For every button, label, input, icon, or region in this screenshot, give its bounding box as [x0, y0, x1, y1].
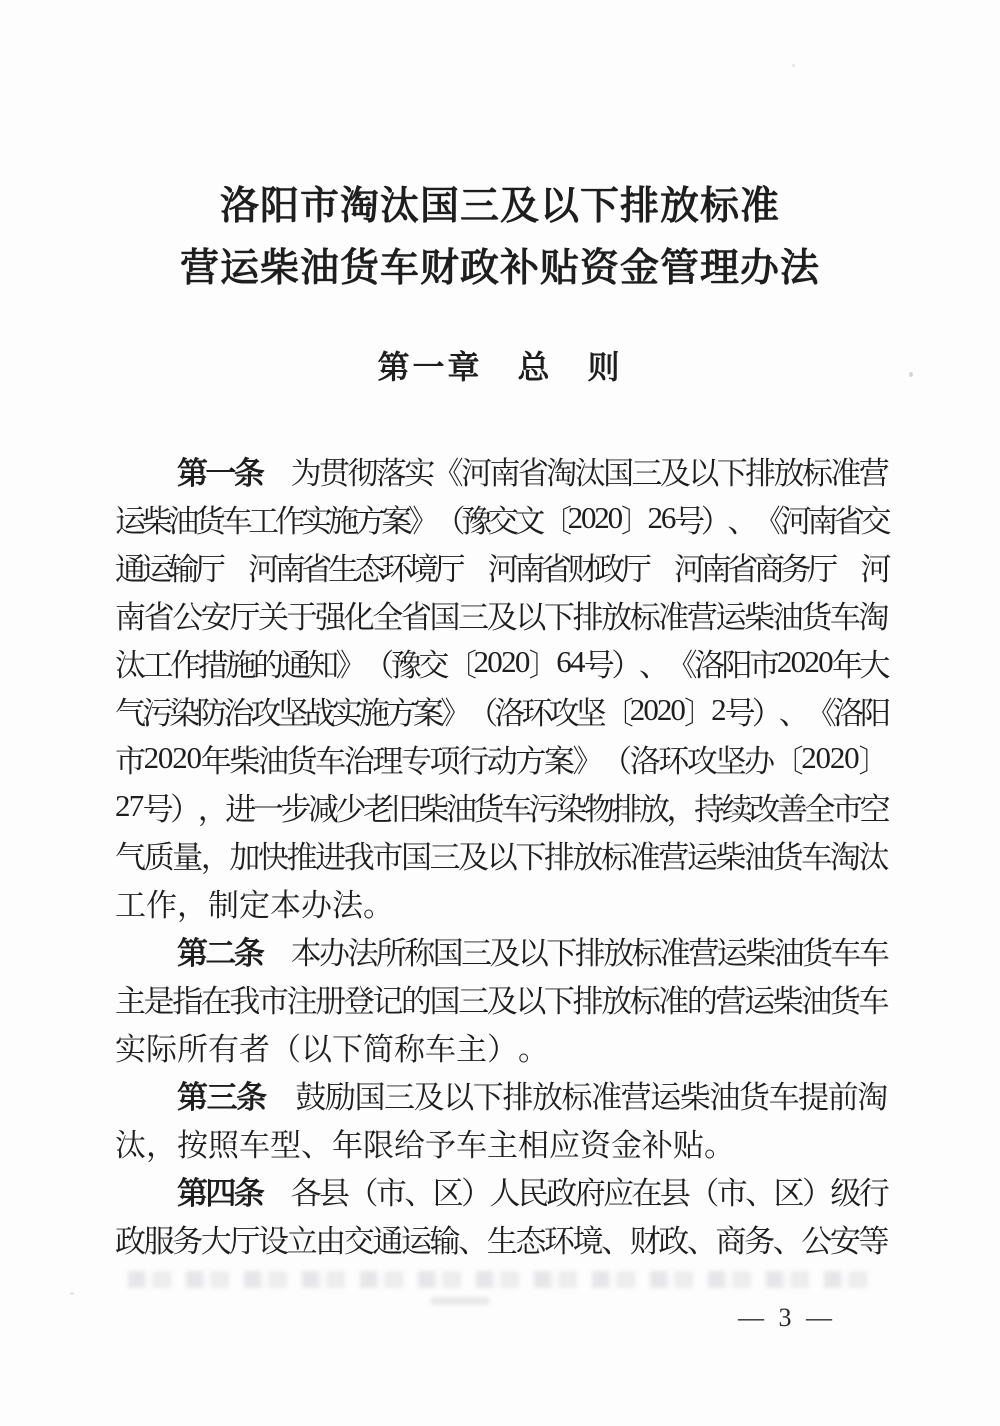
- document-title: [115, 176, 885, 300]
- chapter-heading: 第一章 总 则: [377, 349, 623, 385]
- body-line: 气 质 量 ， 加 快 推 进 我 市 国 三 及 以 下 排 放 标 准 营 运 柴 油 货 车 淘 汰: [115, 839, 890, 875]
- scan-speck: [70, 1292, 74, 1295]
- body-line: 2 7 号 ） ， 进 一 步 减 少 老 旧 柴 油 货 车 污 染 物 排 放 ， 持 续 改 善 全 市 空: [115, 788, 891, 827]
- body-line: 主 是 指 在 我 市 注 册 登 记 的 国 三 及 以 下 排 放 标 准 的 营 运 柴 油 货 车: [115, 983, 890, 1019]
- body-text: [115, 446, 892, 1262]
- body-line: 气 污 染 防 治 攻 坚 战 实 施 方 案 》 （ 洛 环 攻 坚 〔 2 0 2 0 〕 2 号 ） 、 《 洛 阳: [115, 692, 892, 731]
- body-line: 第 三 条 鼓 励 国 三 及 以 下 排 放 标 准 营 运 柴 油 货 车 提 前 淘: [177, 1079, 889, 1115]
- scan-speck: [792, 64, 795, 67]
- body-line: 汰 工 作 措 施 的 通 知 》 （ 豫 交 〔 2 0 2 0 〕 6 4 号 ） 、 《 洛 阳 市 2 0 2 0 年 大: [115, 644, 891, 683]
- page-showthrough: [128, 1271, 880, 1288]
- document-title-line-1: 洛阳市淘汰国三及以下排放标准: [219, 185, 780, 228]
- body-line: 实 际 所 有 者 （ 以 下 简 称 车 主 ） 。: [115, 1031, 549, 1067]
- body-line: 政 服 务 大 厅 设 立 由 交 通 运 输 、 生 态 环 境 、 财 政 、 商 务 、 公 安 等: [115, 1223, 890, 1259]
- page-showthrough-smudge: [430, 1297, 490, 1305]
- body-line: 第 二 条 本 办 法 所 称 国 三 及 以 下 排 放 标 准 营 运 柴 油 货 车 车: [177, 935, 890, 971]
- body-line: 汰 ， 按 照 车 型 、 年 限 给 予 车 主 相 应 资 金 补 贴 。: [115, 1127, 735, 1163]
- body-line: 南 省 公 安 厅 关 于 强 化 全 省 国 三 及 以 下 排 放 标 准 营 运 柴 油 货 车 淘: [115, 599, 890, 635]
- document-title-line-2: 营运柴油货车财政补贴资金管理办法: [179, 247, 820, 290]
- body-line: 通 运 输 厅 河 南 省 生 态 环 境 厅 河 南 省 财 政 厅 河 南 省 商 务 厅 河: [115, 551, 892, 587]
- body-line: 工 作 ， 制 定 本 办 法 。: [115, 887, 394, 923]
- body-line: 第 四 条 各 县 （ 市 、 区 ） 人 民 政 府 应 在 县 （ 市 、 区 ） 级 行: [177, 1175, 890, 1211]
- body-line: 第 一 条 为 贯 彻 落 实 《 河 南 省 淘 汰 国 三 及 以 下 排 放 标 准 营: [177, 455, 890, 491]
- page-number: — 3 —: [738, 1303, 836, 1332]
- body-line: 运 柴 油 货 车 工 作 实 施 方 案 》 （ 豫 交 文 〔 2 0 2 0 〕 2 6 号 ） 、 《 河 南 省 交: [115, 500, 892, 539]
- scan-speck: [909, 372, 913, 377]
- body-line: 市 2 0 2 0 年 柴 油 货 车 治 理 专 项 行 动 方 案 》 （ 洛 环 攻 坚 办 〔 2 0 2 0 〕: [115, 740, 890, 779]
